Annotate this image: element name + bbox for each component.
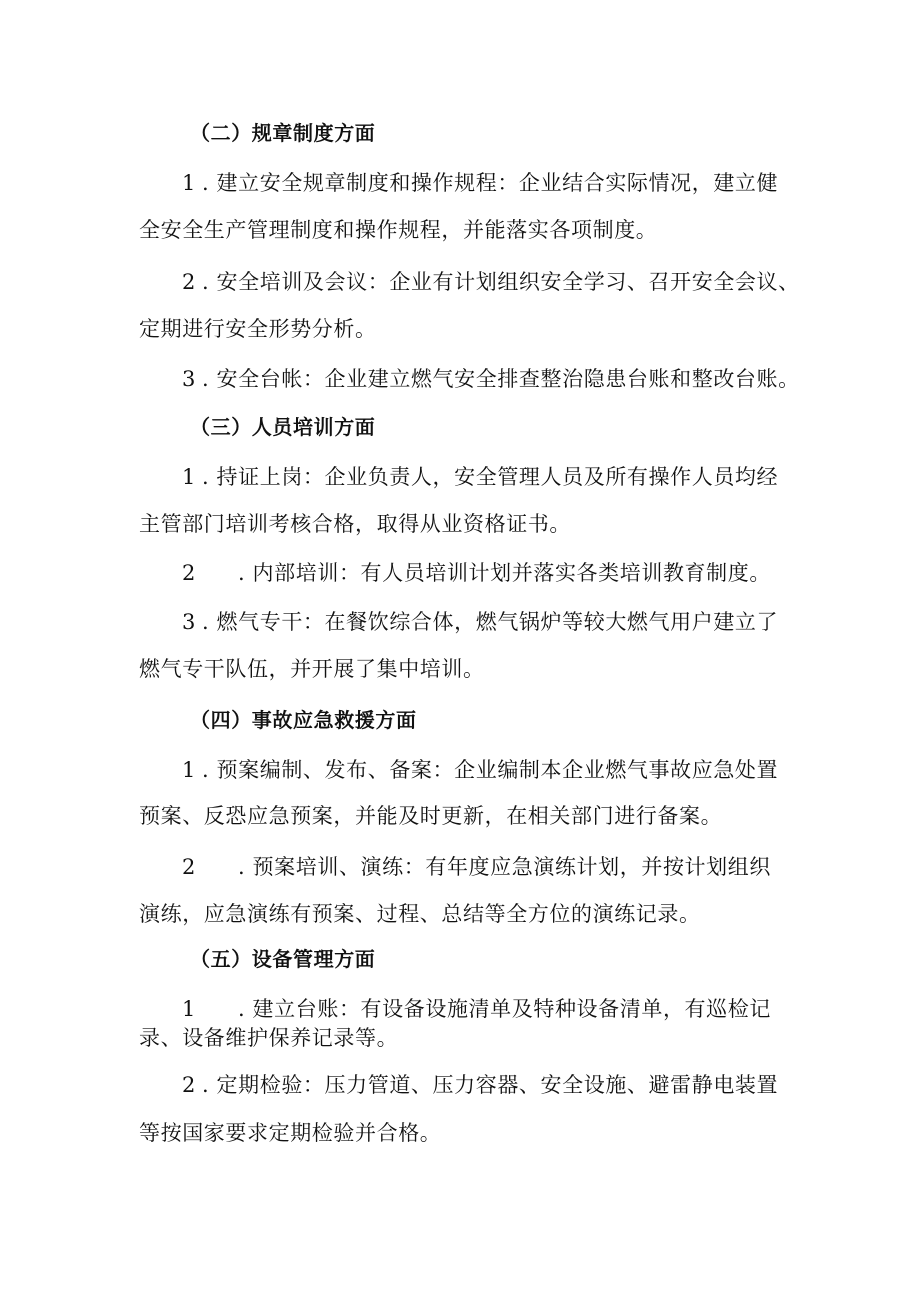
item-line: [182, 753, 778, 787]
item-line: [182, 166, 778, 200]
item-line: [182, 460, 778, 494]
section-heading: （五）设备管理方面: [190, 947, 376, 971]
item-text: . 定期检验：压力管道、压力容器、安全设施、避雷静电装置: [201, 1073, 779, 1097]
item-text: . 预案编制、发布、备案：企业编制本企业燃气事故应急处置: [201, 758, 779, 782]
item-continuation: 等按国家要求定期检验并合格。: [139, 1121, 442, 1145]
item-number: 2: [182, 855, 196, 879]
section-heading: （三）人员培训方面: [190, 415, 376, 439]
item-continuation: 预案、反恐应急预案，并能及时更新，在相关部门进行备案。: [139, 804, 723, 828]
item-line: [182, 1068, 778, 1102]
item-number: 2: [182, 270, 196, 294]
item-text: . 燃气专干：在餐饮综合体，燃气锅炉等较大燃气用户建立了: [201, 610, 779, 634]
item-number: 1: [182, 997, 196, 1021]
item-text: . 持证上岗：企业负责人，安全管理人员及所有操作人员均经: [201, 465, 779, 489]
item-number: 3: [182, 367, 196, 391]
item-number: 2: [182, 1073, 196, 1097]
item-text: . 安全培训及会议：企业有计划组织安全学习、召开安全会议、: [201, 270, 800, 294]
item-text: . 安全台帐：企业建立燃气安全排查整治隐患台账和整改台账。: [201, 367, 800, 391]
item-number: 2: [182, 561, 196, 585]
section-heading: （四）事故应急救援方面: [190, 708, 417, 732]
item-line: [182, 605, 778, 639]
item-line: [182, 265, 800, 299]
section-heading: （二）规章制度方面: [190, 121, 376, 145]
item-continuation: 燃气专干队伍，并开展了集中培训。: [139, 657, 485, 681]
item-number: 1: [182, 171, 196, 195]
item-text: . 预案培训、演练：有年度应急演练计划，并按计划组织: [238, 855, 771, 879]
item-text: . 建立台账：有设备设施清单及特种设备清单，有巡检记: [238, 997, 771, 1021]
item-line: [182, 850, 771, 884]
item-continuation: 全安全生产管理制度和操作规程，并能落实各项制度。: [139, 218, 658, 242]
item-text: . 内部培训：有人员培训计划并落实各类培训教育制度。: [238, 561, 771, 585]
item-number: 3: [182, 610, 196, 634]
item-number: 1: [182, 465, 196, 489]
item-continuation: 录、设备维护保养记录等。: [139, 1026, 399, 1050]
item-continuation: 定期进行安全形势分析。: [139, 317, 377, 341]
item-number: 1: [182, 758, 196, 782]
item-line: [182, 556, 771, 590]
item-line: [182, 362, 800, 396]
item-text: . 建立安全规章制度和操作规程：企业结合实际情况，建立健: [201, 171, 779, 195]
item-continuation: 主管部门培训考核合格，取得从业资格证书。: [139, 512, 571, 536]
item-continuation: 演练，应急演练有预案、过程、总结等全方位的演练记录。: [139, 902, 701, 926]
